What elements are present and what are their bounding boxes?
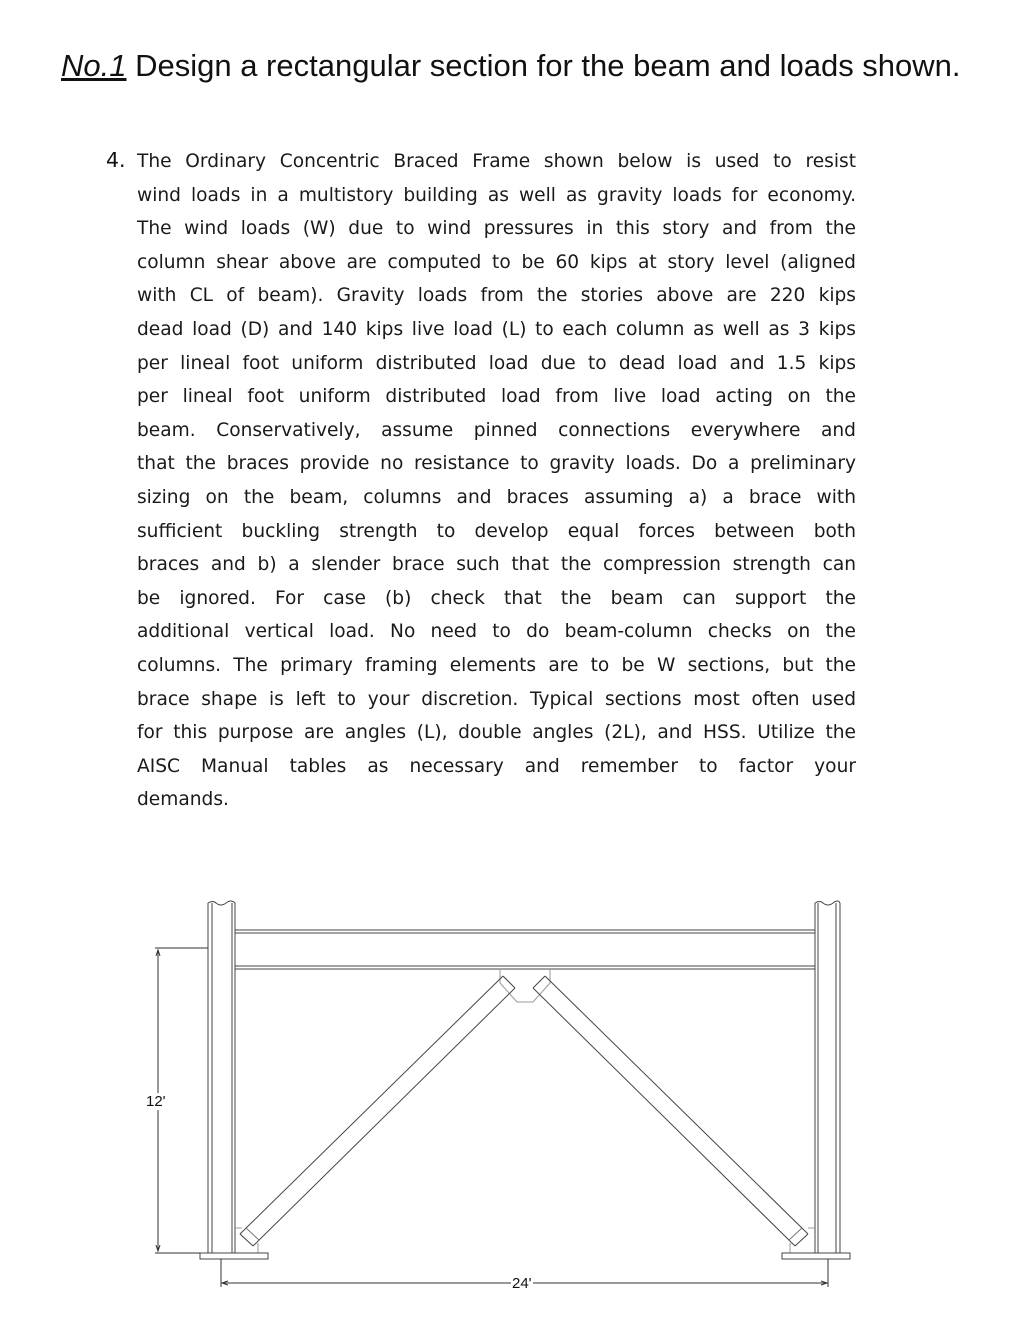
right-brace (533, 976, 808, 1246)
left-base-plate (200, 1253, 268, 1259)
height-dimension-label: 12' (146, 1093, 166, 1110)
problem-text-line: brace shape is left to your discretion. Typical sections most often used (137, 688, 856, 710)
problem-title-text: Design a rectangular section for the beam and loads shown. (126, 48, 961, 83)
left-brace (240, 976, 515, 1246)
problem-text-line: additional vertical load. No need to do beam-column checks on the (137, 621, 856, 643)
beam (235, 930, 815, 969)
problem-text-line: sizing on the beam, columns and braces assuming a) a brace with (137, 486, 856, 508)
problem-text-line: columns. The primary framing elements are to be W sections, but the (137, 654, 856, 676)
right-column (815, 901, 840, 1253)
problem-text-line: be ignored. For case (b) check that the beam can support the (137, 587, 856, 609)
problem-text-line: sufficient buckling strength to develop equal forces between both (137, 520, 856, 542)
problem-text-line: per lineal foot uniform distributed load from live load acting on the (137, 386, 856, 408)
problem-number: No.1 (61, 48, 127, 83)
problem-text-line: The Ordinary Concentric Braced Frame shown below is used to resist (137, 151, 856, 172)
problem-text-line: AISC Manual tables as necessary and remember to factor your (137, 755, 856, 777)
problem-text-line: braces and b) a slender brace such that the compression strength can (137, 554, 856, 576)
left-column (208, 901, 235, 1253)
problem-text-line: demands. (137, 789, 229, 811)
width-dimension-label: 24' (512, 1275, 532, 1292)
problem-text-line: that the braces provide no resistance to gravity loads. Do a preliminary (137, 453, 856, 475)
right-base-gusset (790, 1228, 815, 1253)
item-number: 4. (106, 148, 126, 172)
right-base-plate (782, 1253, 850, 1259)
problem-text-line: column shear above are computed to be 60 kips at story level (aligned (137, 251, 856, 273)
problem-text-line: The wind loads (W) due to wind pressures in this story and from the (137, 218, 856, 240)
problem-text-line: beam. Conservatively, assume pinned connections everywhere and (137, 419, 856, 441)
problem-text-line: dead load (D) and 140 kips live load (L) to each column as well as 3 kips (137, 318, 856, 340)
problem-text-line: wind loads in a multistory building as well as gravity loads for economy. (137, 184, 856, 206)
problem-text-line: with CL of beam). Gravity loads from the stories above are 220 kips (137, 285, 856, 307)
problem-text-line: per lineal foot uniform distributed load due to dead load and 1.5 kips (137, 352, 856, 374)
problem-text-line: for this purpose are angles (L), double angles (2L), and HSS. Utilize the (137, 722, 856, 744)
